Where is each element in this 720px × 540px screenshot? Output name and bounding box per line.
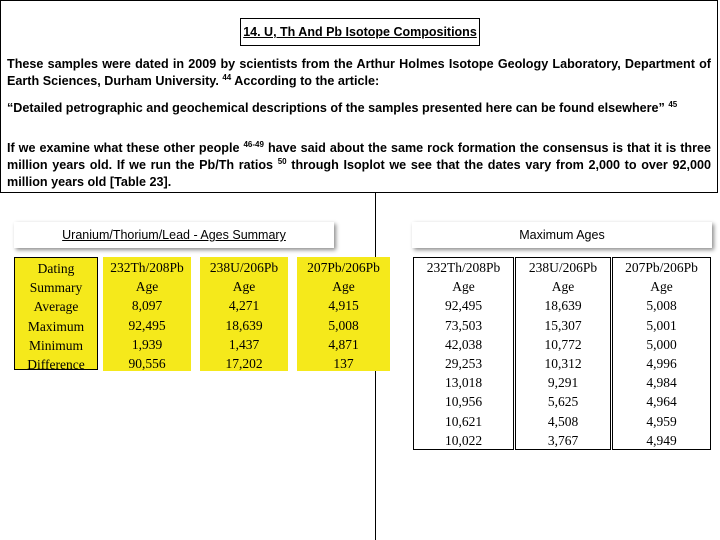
intro-tail: According to the article: xyxy=(234,74,380,89)
max-cell: 4,508 xyxy=(547,413,579,429)
max-cell: 15,307 xyxy=(544,317,582,333)
cell-difference: 90,556 xyxy=(128,356,166,372)
max-cell: 10,312 xyxy=(544,356,582,372)
summary-column-th-pb xyxy=(103,257,191,371)
max-cell: 42,038 xyxy=(444,336,483,352)
cell-maximum: 92,495 xyxy=(128,317,166,333)
column-unit: Age xyxy=(332,279,355,295)
max-cell: 10,956 xyxy=(444,394,483,410)
column-unit: Age xyxy=(650,279,673,295)
cell-difference: 17,202 xyxy=(225,356,263,372)
max-cell: 18,639 xyxy=(544,298,582,314)
max-cell: 5,625 xyxy=(547,394,579,410)
ref-46-49: 46-49 xyxy=(243,139,264,149)
column-header: 238U/206Pb xyxy=(209,260,279,275)
cell-maximum: 5,008 xyxy=(328,317,359,333)
ref-45: 45 xyxy=(668,99,678,109)
cell-average: 4,915 xyxy=(328,298,359,314)
summary-column-u-pb xyxy=(200,257,288,371)
summary-title: Uranium/Thorium/Lead - Ages Summary xyxy=(14,222,334,248)
max-cell: 92,495 xyxy=(444,298,483,314)
consensus-text-c: through Isoplot we see that the dates vary from 2,000 to over 92,000 million years old [Table 23]. xyxy=(7,158,711,190)
max-column-pb-pb xyxy=(612,257,711,450)
max-cell: 4,959 xyxy=(646,413,677,429)
consensus-paragraph xyxy=(7,140,711,192)
column-unit: Age xyxy=(452,279,475,295)
max-cell: 9,291 xyxy=(547,375,579,391)
max-cell: 10,022 xyxy=(444,432,483,448)
max-cell: 13,018 xyxy=(444,375,483,391)
quote-text: “Detailed petrographic and geochemical descriptions of the samples presented here can be found elsewhere” xyxy=(7,101,665,115)
max-column-u-pb xyxy=(515,257,611,450)
column-unit: Age xyxy=(135,279,159,295)
cell-maximum: 18,639 xyxy=(225,317,263,333)
label-summary: Summary xyxy=(29,280,83,296)
maximum-ages-title: Maximum Ages xyxy=(412,222,712,248)
max-cell: 4,964 xyxy=(646,394,677,410)
column-header: 207Pb/206Pb xyxy=(307,260,380,275)
intro-paragraph xyxy=(7,56,711,90)
max-cell: 4,996 xyxy=(646,356,677,372)
quote-paragraph xyxy=(7,100,711,117)
label-maximum: Maximum xyxy=(27,318,85,334)
label-dating: Dating xyxy=(37,261,75,276)
ref-50: 50 xyxy=(277,157,287,167)
consensus-text-b: have said about the same rock formation the consensus is that it is three million years old. If we run the Pb/Th ratios xyxy=(7,141,712,173)
max-cell: 5,000 xyxy=(646,336,677,352)
label-average: Average xyxy=(33,299,79,315)
cell-difference: 137 xyxy=(333,356,354,372)
max-cell: 73,503 xyxy=(444,317,483,333)
summary-column-pb-pb xyxy=(297,257,390,371)
column-header: 207Pb/206Pb xyxy=(625,260,698,275)
max-column-th-pb xyxy=(413,257,514,450)
summary-label-column xyxy=(14,257,98,373)
max-cell: 29,253 xyxy=(444,356,483,372)
intro-text: These samples were dated in 2009 by scientists from the Arthur Holmes Isotope Geology Laboratory, Department of Earth Sciences, Durham University. xyxy=(7,57,711,89)
column-unit: Age xyxy=(232,279,256,295)
max-cell: 4,984 xyxy=(646,375,677,391)
ref-44: 44 xyxy=(222,73,232,83)
max-cell: 4,949 xyxy=(646,432,677,448)
column-unit: Age xyxy=(551,279,575,295)
max-cell: 3,767 xyxy=(547,432,579,448)
label-difference: Difference xyxy=(27,357,85,373)
max-cell: 5,008 xyxy=(646,298,677,314)
cell-minimum: 4,871 xyxy=(328,336,359,352)
column-header: 238U/206Pb xyxy=(528,260,598,275)
max-cell: 5,001 xyxy=(646,317,677,333)
cell-average: 4,271 xyxy=(228,298,260,314)
column-header: 232Th/208Pb xyxy=(110,260,184,275)
label-minimum: Minimum xyxy=(28,337,83,353)
cell-average: 8,097 xyxy=(131,298,163,314)
max-cell: 10,621 xyxy=(444,413,483,429)
consensus-text-a: If we examine what these other people xyxy=(7,141,240,155)
max-cell: 10,772 xyxy=(544,336,582,352)
cell-minimum: 1,939 xyxy=(131,336,163,352)
section-title: 14. U, Th And Pb Isotope Compositions xyxy=(240,18,480,46)
cell-minimum: 1,437 xyxy=(228,336,260,352)
column-header: 232Th/208Pb xyxy=(426,260,501,275)
